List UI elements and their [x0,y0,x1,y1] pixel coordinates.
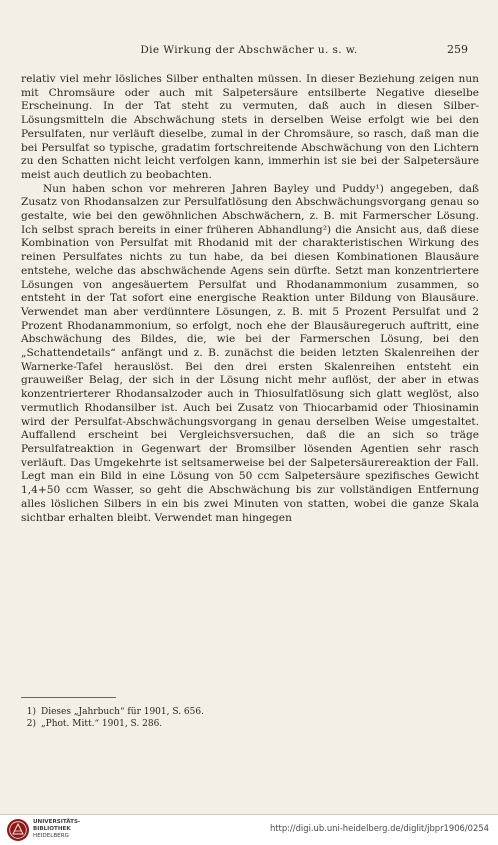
library-name-line: UNIVERSITÄTS- [33,819,81,825]
library-name-line: BIBLIOTHEK [33,826,71,832]
running-title: Die Wirkung der Abschwächer u. s. w. [140,44,358,56]
library-footer-bar [0,814,498,845]
footnote-2 [22,718,462,730]
footnote-text: Dieses „Jahrbuch“ für 1901, S. 656. [41,707,204,717]
footnote-number: 2) [26,719,36,729]
footnotes [22,706,462,730]
body-text [21,73,479,525]
source-url-link[interactable]: http://digi.ub.uni-heidelberg.de/diglit/jbpr1906/0254 [269,823,489,833]
footnote-divider [21,697,116,698]
running-head [20,44,478,60]
page-number: 259 [447,43,468,56]
footnote-1 [22,706,462,718]
university-seal-icon [6,818,30,842]
library-name-line: HEIDELBERG [33,833,69,839]
footnote-text: „Phot. Mitt.“ 1901, S. 286. [41,719,163,729]
library-name [33,819,113,840]
paragraph-2: Nun haben schon vor mehreren Jahren Bayley und Puddy¹) angegeben, daß Zusatz von Rhodansalzen zur Persulfatlösung den Abschwächungsvorgang genau so gestalte, wie bei den gewöhnlichen Abschwächern, z. B. mit Farmerscher Lösung. Ich selbst sprach bereits in einer früheren Abhandlung²) die Ansicht aus, daß diese Kombination von Persulfat mit Rhodanid mit der charakteristischen Wirkung des reinen Persulfates nichts zu tun habe, da bei diesen Kombinationen Blausäure entstehe, welche das abschwächende Agens sein dürfte. Setzt man konzentriertere Lösungen von angesäuertem Persulfat und Rhodanammonium zusammen, so entsteht in der Tat sofort eine energische Reaktion unter Bildung von Blausäure. Verwendet man aber verdünntere Lösungen, z. B. mit 5 Prozent Persulfat und 2 Prozent Rhodanammonium, so erfolgt, noch ehe der Blausäuregeruch auftritt, eine Abschwächung des Bildes, die, wie bei der Farmerschen Lösung, bei den „Schattendetails“ anfängt und z. B. zunächst die beiden letzten Skalenreihen der Warnerke-Tafel herauslöst. Bei den drei ersten Skalenreihen entsteht ein grauweißer Belag, der sich in der Lösung nicht mehr auflöst, der aber in etwas konzentrierterer Rhodansalzoder auch in Thiosulfatlösung sich glatt weglöst, also vermutlich Rhodansilber ist. Auch bei Zusatz von Thiocarbamid oder Thiosinamin wird der Persulfat-Abschwächungsvorgang in genau derselben Weise umgestaltet. Auffallend erscheint bei Vergleichsversuchen, daß die an sich so träge Persulfatreaktion in Gegenwart der Bromsilber lösenden Agentien sehr rasch verläuft. Das Umgekehrte ist seltsamerweise bei der Salpetersäurereaktion der Fall. Legt man ein Bild in eine Lösung von 50 ccm Salpetersäure spezifisches Gewicht 1,4+50 ccm Wasser, so geht die Abschwächung bis zur vollständigen Entfernung alles löslichen Silbers in ein bis zwei Minuten von statten, wobei die ganze Skala sichtbar erhalten bleibt. Verwendet man hingegen [21,182,479,524]
footnote-number: 1) [26,707,36,717]
paragraph-1: relativ viel mehr lösliches Silber enthalten müssen. In dieser Beziehung zeigen nun mit Chromsäure oder auch mit Salpetersäure entsilberte Negative dieselbe Erscheinung. In der Tat steht zu vermuten, daß auch in diesen Silber-Lösungsmitteln die Abschwächung stets in derselben Weise erfolgt wie bei den Persulfaten, nur verläuft dieselbe, zumal in der Chromsäure, so rasch, daß man die bei Persulfat so typische, gradatim fortschreitende Abschwächung von den Lichtern zu den Schatten nicht leicht verfolgen kann, immerhin ist sie bei der Salpetersäure meist auch deutlich zu beobachten. [21,73,479,181]
